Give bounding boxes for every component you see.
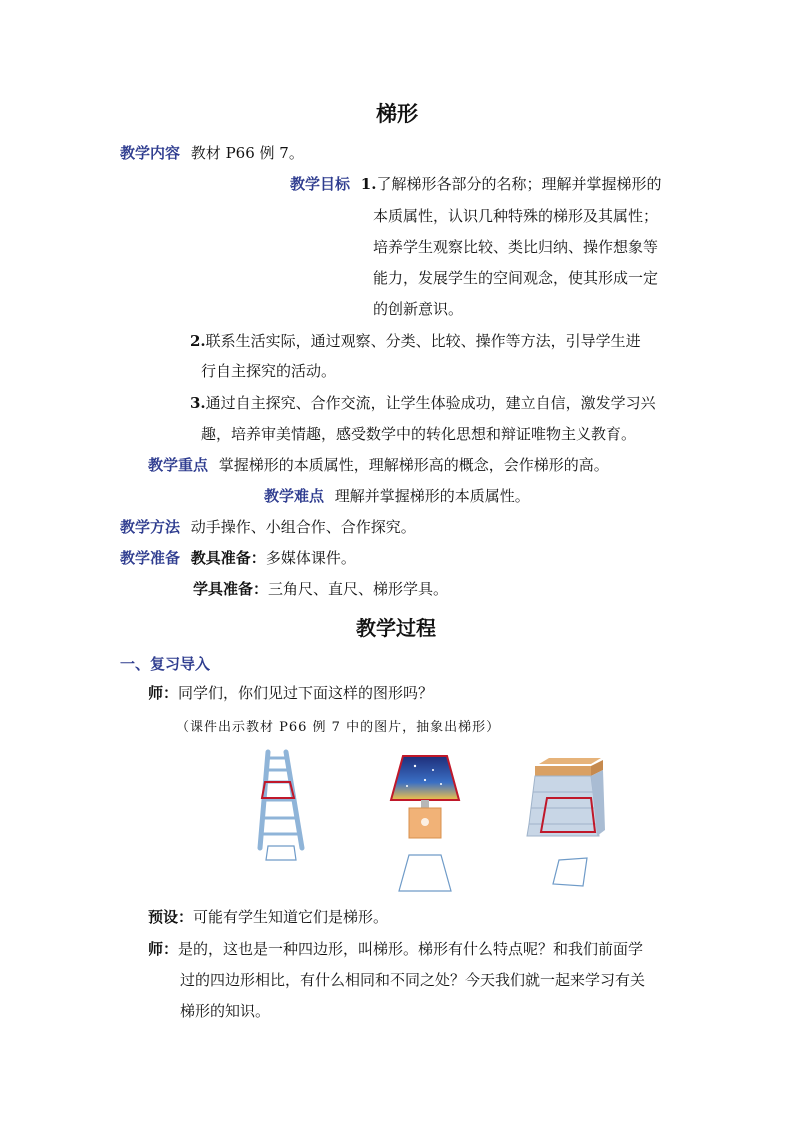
methods-row	[120, 518, 416, 536]
difficulties-row	[264, 487, 530, 505]
lamp-icon	[391, 756, 459, 838]
objective-2-line-1	[190, 332, 641, 350]
difficulties-text: 理解并掌握梯形的本质属性。	[334, 487, 530, 505]
key-points-label: 教学重点	[148, 456, 209, 474]
teacher-question-text: 同学们，你们见过下面这样的图形吗？	[178, 684, 434, 702]
teacher-answer-text-1: 是的，这也是一种四边形，叫梯形。梯形有什么特点呢？和我们前面学	[178, 940, 644, 958]
preparation-row	[120, 549, 356, 567]
preparation-label: 教学准备	[120, 549, 181, 567]
objective-1-number: 1.	[360, 175, 377, 193]
key-points-row	[148, 456, 609, 474]
content-text: 教材 P66 例 7。	[190, 144, 304, 162]
teacher-question-label: 师：	[148, 684, 179, 702]
page-title: 梯形	[376, 101, 418, 126]
vaulting-box-icon	[527, 758, 605, 836]
objectives-label: 教学目标	[290, 175, 351, 193]
teacher-prep-text: 多媒体课件。	[265, 549, 356, 567]
preset-text: 可能有学生知道它们是梯形。	[193, 908, 389, 926]
objective-2-number: 2.	[190, 332, 206, 350]
box-trapezoid-shape	[553, 858, 587, 886]
student-prep-label: 学具准备：	[193, 580, 269, 598]
objective-3-text-1: 通过自主探究、合作交流，让学生体验成功，建立自信，激发学习兴	[205, 394, 656, 412]
teacher-answer-line-3: 梯形的知识。	[180, 1002, 271, 1020]
lamp-illustration	[385, 752, 475, 892]
objective-2-line-2: 行自主探究的活动。	[201, 362, 337, 380]
section-1-heading: 一、复习导入	[120, 655, 211, 673]
teacher-answer-label: 师：	[148, 940, 179, 958]
ladder-icon	[260, 752, 302, 848]
objective-1-line-5: 的创新意识。	[373, 300, 464, 318]
preset-label: 预设：	[148, 908, 194, 926]
courseware-note: （课件出示教材 P66 例 7 中的图片，抽象出梯形）	[176, 720, 501, 735]
ladder-illustration	[250, 748, 330, 868]
preset-row	[148, 908, 388, 926]
teacher-answer-line-1	[148, 940, 643, 958]
content-label: 教学内容	[120, 144, 181, 162]
objective-3-number: 3.	[190, 394, 206, 412]
vaulting-box-illustration	[525, 752, 615, 892]
student-prep-text: 三角尺、直尺、梯形学具。	[268, 580, 449, 598]
ladder-trapezoid-shape	[266, 846, 296, 860]
methods-text: 动手操作、小组合作、合作探究。	[190, 518, 416, 536]
methods-label: 教学方法	[120, 518, 181, 536]
teacher-answer-line-2: 过的四边形相比，有什么相同和不同之处？今天我们就一起来学习有关	[180, 971, 646, 989]
key-points-text: 掌握梯形的本质属性，理解梯形高的概念，会作梯形的高。	[218, 456, 609, 474]
objective-1-line-3: 培养学生观察比较、类比归纳、操作想象等	[373, 238, 659, 256]
difficulties-label: 教学难点	[264, 487, 325, 505]
lamp-trapezoid-shape	[399, 855, 451, 891]
content-row	[120, 144, 304, 162]
teacher-question	[148, 684, 433, 702]
objective-2-text-1: 联系生活实际，通过观察、分类、比较、操作等方法，引导学生进	[205, 332, 641, 350]
teacher-prep-label: 教具准备：	[190, 549, 266, 567]
objective-1-line-2: 本质属性，认识几种特殊的梯形及其属性；	[373, 207, 659, 225]
objectives-row	[290, 175, 661, 193]
objective-1-line-4: 能力，发展学生的空间观念，使其形成一定	[373, 269, 659, 287]
process-title: 教学过程	[356, 616, 436, 640]
objective-3-line-2: 趣，培养审美情趣，感受数学中的转化思想和辩证唯物主义教育。	[201, 425, 637, 443]
objective-1-line-1: 了解梯形各部分的名称；理解并掌握梯形的	[376, 175, 662, 193]
student-prep-row	[193, 580, 448, 598]
objective-3-line-1	[190, 394, 656, 412]
